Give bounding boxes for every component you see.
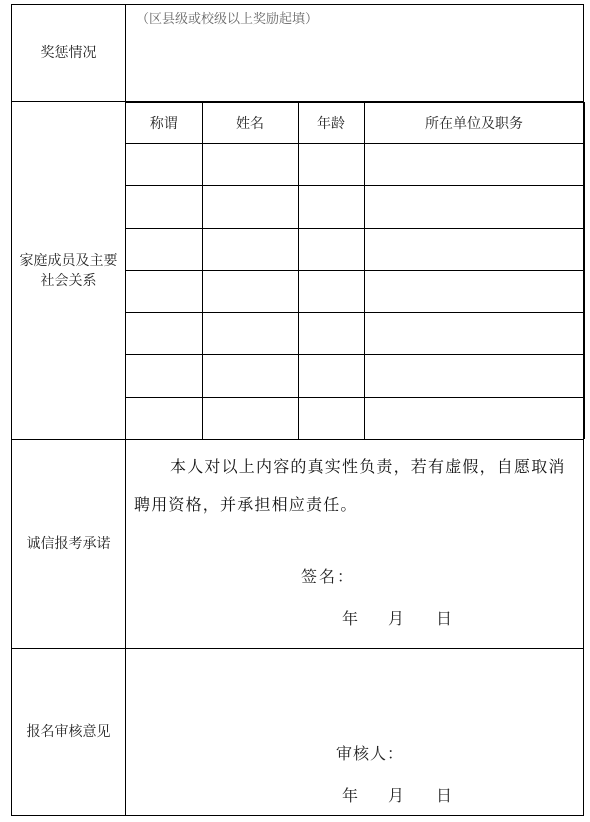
family-label-line1: 家庭成员及主要 [19, 252, 118, 269]
family-row [12, 102, 584, 440]
pledge-date[interactable] [342, 606, 452, 629]
age-cell[interactable] [298, 144, 364, 186]
date-month-label: 月 [388, 786, 405, 805]
name-cell[interactable] [202, 228, 298, 270]
column-header-age: 年龄 [298, 103, 364, 144]
table-row [126, 144, 584, 186]
reviewer-field[interactable]: 审核人： [336, 744, 405, 763]
table-row [126, 313, 584, 355]
family-table [126, 102, 585, 439]
employer-cell[interactable] [364, 228, 584, 270]
relation-cell[interactable] [126, 313, 202, 355]
date-year-label: 年 [342, 609, 359, 628]
relation-cell[interactable] [126, 228, 202, 270]
award-hint: （区县级或校级以上奖励起填） [136, 12, 319, 27]
award-row [12, 5, 584, 102]
table-row [126, 355, 584, 397]
pledge-row [12, 440, 584, 649]
signature-field[interactable]: 签名： [301, 567, 356, 586]
name-cell[interactable] [202, 270, 298, 312]
relation-cell[interactable] [126, 144, 202, 186]
relation-cell[interactable] [126, 397, 202, 439]
relation-cell[interactable] [126, 186, 202, 228]
date-year-label: 年 [342, 786, 359, 805]
review-label: 报名审核意见 [26, 724, 111, 740]
table-row [126, 186, 584, 228]
age-cell[interactable] [298, 228, 364, 270]
column-header-relation: 称谓 [126, 103, 202, 144]
relation-cell[interactable] [126, 355, 202, 397]
table-row [126, 397, 584, 439]
relation-cell[interactable] [126, 270, 202, 312]
age-cell[interactable] [298, 313, 364, 355]
award-label: 奖惩情况 [40, 45, 97, 61]
employer-cell[interactable] [364, 313, 584, 355]
pledge-label-cell [12, 440, 126, 649]
employer-cell[interactable] [364, 186, 584, 228]
name-cell[interactable] [202, 144, 298, 186]
award-label-cell [12, 5, 126, 102]
pledge-label: 诚信报考承诺 [26, 536, 111, 552]
review-content[interactable] [126, 649, 584, 816]
column-header-name: 姓名 [202, 103, 298, 144]
employer-cell[interactable] [364, 144, 584, 186]
name-cell[interactable] [202, 397, 298, 439]
age-cell[interactable] [298, 355, 364, 397]
age-cell[interactable] [298, 186, 364, 228]
pledge-content [126, 440, 584, 649]
employer-cell[interactable] [364, 270, 584, 312]
award-input-area[interactable] [126, 5, 584, 102]
family-table-cell [126, 102, 584, 440]
employer-cell[interactable] [364, 397, 584, 439]
employer-cell[interactable] [364, 355, 584, 397]
age-cell[interactable] [298, 397, 364, 439]
family-label-cell [12, 102, 126, 440]
review-label-cell [12, 649, 126, 816]
date-day-label: 日 [436, 786, 453, 805]
review-date[interactable] [342, 783, 452, 806]
date-day-label: 日 [436, 609, 453, 628]
name-cell[interactable] [202, 186, 298, 228]
family-label-line2: 社会关系 [40, 272, 97, 289]
age-cell[interactable] [298, 270, 364, 312]
family-header-row [126, 103, 584, 144]
name-cell[interactable] [202, 355, 298, 397]
table-row [126, 228, 584, 270]
pledge-statement: 本人对以上内容的真实性负责，若有虚假，自愿取消聘用资格，并承担相应责任。 [134, 457, 566, 514]
review-row [12, 649, 584, 816]
date-month-label: 月 [388, 609, 405, 628]
column-header-employer: 所在单位及职务 [364, 103, 584, 144]
table-row [126, 270, 584, 312]
name-cell[interactable] [202, 313, 298, 355]
form-table [11, 4, 584, 816]
